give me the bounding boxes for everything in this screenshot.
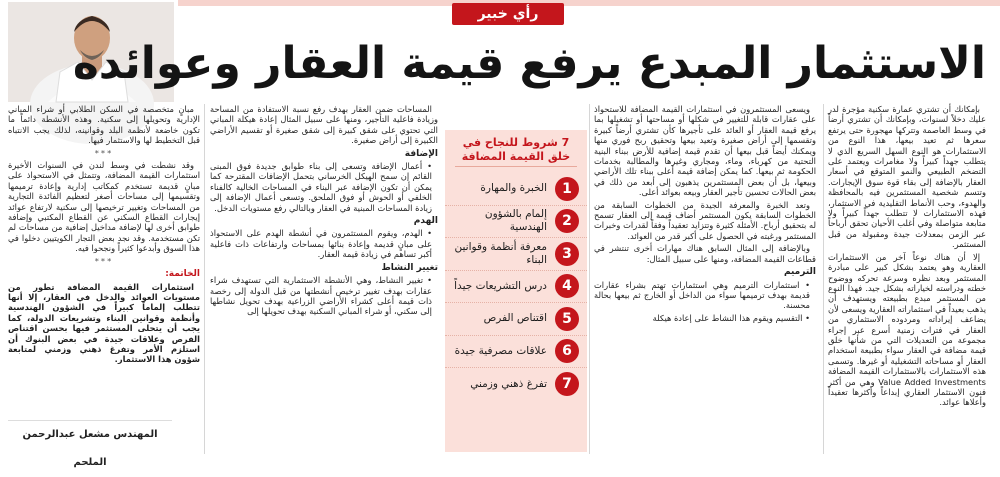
box-item-label: درس التشريعات جيداً (454, 279, 547, 292)
box-item (445, 238, 587, 271)
paragraph: وقد نشطت في وسط لندن في السنوات الأخيرة استثمارات القيمة المضافة، وتتمثل في الاستحواذ على مبانٍ قديمة تستخدم كمكاتب إدارية وإعادة ترميمها وتقسيمها إلى مساحات أصغر لتعظيم الفائدة التجارية من المساحات وتغيير ترخيصها إلى سكنية لارتفاع عوائد إيجارات القطاع السكني عن القطاع المكتبي وإضافة طوابق أخرى لها لإضافة مداخيل إضافية من مساحات لم تكن مستخدمة. وقد نجد بعض التجار الكويتيين دخلوا في هذا السوق وأبدعوا كثيراً ونجحوا فيه. (8, 160, 200, 254)
bullet-item: • استثمارات الترميم وهي استثمارات تهتم بشراء عقارات قديمة بهدف ترميمها سواء من الداخل أو الخارج ثم بيعها بحالة محسنة. (594, 279, 810, 311)
column-divider (204, 104, 205, 454)
paragraph: المساحات ضمن العقار بهدف رفع نسبة الاستفادة من المساحة وزيادة فاعلية التأجير، ومنها على سبيل المثال إعادة هيكلة المباني التي تحتوي على شقق كبيرة إلى شقق صغيرة أو تقسيم الأراضي الكبيرة إلى أراض صغيرة. (210, 104, 438, 146)
box-item-label: إلمام بالشؤون الهندسية (484, 208, 547, 234)
column-divider (823, 104, 824, 454)
conclusion-title: الخاتمة: (165, 269, 200, 280)
paragraph: وتعد الخبرة والمعرفة الجيدة من الخطوات السابقة من الخطوات السابقة يكون المستثمر أضاف قيمة إلى العقار تسمح له بتحقيق أرباح. الأمثلة كثيرة وتتزايد تعقيداً وفقاً لقدرات وخبرات المستثمر ورغبته في الحصول على أكبر قدر من العوائد. (594, 199, 816, 241)
bullet-item: • تغيير النشاط، وهي الأنشطة الاستثمارية التي تستهدف شراء عقارات بهدف تغيير ترخيص أنشطتها من قبل الدولة إلى رخصة ذات قيمة أعلى كشراء الأراضي الزراعية بهدف تحويل نشاطها إلى سكني، أو شراء المباني السكنية بهدف تحويلها إلى (210, 275, 432, 317)
box-item (445, 271, 587, 304)
subheading: تغيير النشاط (381, 262, 438, 273)
number-badge: 5 (555, 307, 579, 331)
article-column-3 (210, 104, 438, 454)
number-badge: 7 (555, 372, 579, 396)
separator-stars: *** (94, 147, 114, 158)
subheading: الهدم (413, 216, 438, 227)
number-badge: 3 (555, 242, 579, 266)
box-item-label: اقتناص الفرص (483, 312, 547, 325)
column-divider (589, 104, 590, 454)
box-item (445, 368, 587, 401)
paragraph: مبانٍ متخصصة في السكن الطلابي أو شراء المباني الإدارية وتحويلها إلى سكنية. وهذه الأنشطة دائماً ما تكون خاضعة لأنظمة البلد وقوانينه، لذلك يجب الانتباه قبل التخطيط لها والاستثمار فيها. (8, 104, 200, 146)
article-column-2 (594, 104, 816, 454)
paragraph: إلا أن هناك نوعاً آخر من الاستثمارات العقارية وهو يعتمد بشكل كبير على مبادرة المستثمر وبعد نظره وسرعة تحركه ووضوح خطته ودراسته لخياراته بشكل جيد. فهذا النوع من المستثمر مبدع بطبيعته ويستهدف أن يذهب بعيداً في استثماراته العقارية ويسعى لأن يضاعف إيراداته ومردوده الاستثماري من العقار في فترات زمنية أسرع عبر إجراء مجموعة من التعديلات التي من شأنها خلق قيمة مضافة في العقار سواء بطبيعة استخدام العقار أو مساحاته التشغيلية أو غيرها. وتسمى هذه الاستثمارات بالاستثمارات القيمة المضافة Value Added Investments وهي من أكثر فنون الاستثمار العقاري إبداعاً وأكثرها تعقيداً وأعلاها عوائد. (828, 251, 986, 408)
box-item (445, 303, 587, 336)
box-item (445, 206, 587, 239)
box-item (445, 173, 587, 206)
separator-stars: *** (94, 255, 114, 266)
paragraph: بإمكانك أن تشتري عمارة سكنية مؤجرة لدر عليك دخلاً لسنوات، وبإمكانك أن تشتري أرضاً في وسط العاصمة وتتركها مهجورة حتى يرتفع سعرها ثم تعيد بيعها، هذا النوع من الاستثمارات هو النوع السهل السريع الذي لا يتطلب جهداً كبيراً ولا مغامرات ويعتمد على التضخم الطبيعي والنمو المتوقع في أسعار العقار بالإضافة إلى بقاء قوة سوق الإيجارات. وتتسم شخصية المستثمرين فيه بالمحافظة والهدوء، وحب الأنماط التقليدية في الاستثمار، فهذه الاستثمارات لا تتطلب جهداً كبيراً ولا متابعة متواصلة وفي أغلب الأحيان تحقق أرباحاً عبر الزمن بمعدلات جيدة ومقبولة من قبل المستثمر. (828, 104, 986, 250)
section-tag: رأي خبير (452, 3, 564, 25)
number-badge: 4 (555, 274, 579, 298)
conclusion-text: استثمارات القيمة المضافة تطور من مستويات العوائد والدخل في العقار، إلا أنها تتطلب إلماماً كبيراً في الشؤون الهندسية وأنظمة وقوانين البناء وتشريعات الدولة، كما يجب أن يتحلى المستثمر فيها بحسن اقتناص الفرص وعلاقات جيدة في بعض البنوك أن استلزم الأمر وتفرغ ذهني وزمني لمتابعة شؤون هذا الاستثمار. (8, 281, 200, 365)
article-column-4 (8, 104, 200, 418)
box-item-label: تفرغ ذهني وزمني (470, 377, 547, 390)
article-column-1 (828, 104, 986, 454)
bullet-item: • أعمال الإضافة وتسعى إلى بناء طوابق جديدة فوق المبنى القائم إن سمح الهيكل الخرساني بتحمل الإضافات المقترحة كما يمكن أن تكون الإضافة عبر البناء في المساحات الخالية كالفناء الخلفي أو الحوش أو فوق الملحق. وتسعى أعمال الإضافة إلى زيادة المساحات المبنية في العقار وبالتالي رفع مستويات الدخل. (210, 161, 432, 213)
subheading: الإضافة (404, 148, 438, 159)
bullet-item: • الهدم، ويقوم المستثمرون في أنشطة الهدم على الاستحواذ على مبانٍ قديمة وإعادة بنائها بمساحات وارتفاعات ذات فاعلية أكبر تساهم في زيادة قيمة العقار. (210, 228, 432, 260)
box-item (445, 336, 587, 369)
number-badge: 2 (555, 209, 579, 233)
paragraph: وبالإضافة إلى المثال السابق هناك مهارات أخرى تنتشر في قطاعات القيمة المضافة، ومنها على سبيل المثال: (594, 243, 816, 264)
box-title: 7 شروط للنجاح في خلق القيمة المضافة (455, 134, 577, 167)
paragraph: ويسعى المستثمرون في استثمارات القيمة المضافة للاستحواذ على عقارات قابلة للتغيير في شكلها أو مساحتها أو تشغيلها بما يرفع قيمة العقار أو العائد على تأجيرها كأن تشتري أرضاً كبيرة وتقسمها إلى أراض صغيرة وتعيد بيعها وتحقيق ربح فوري منها ويمكنك أيضاً قبل بيعها أن تقدم قيمة إضافية للأرض ببناء البنية التحتية من كهرباء، وماء، ومجاري وغيرها والمطالبة بخدمات الحكومة ثم بيعها. كما يمكن إضافة قيمة أعلى ببناء تلك الأراضي وبيعها، بل أن بعض المستثمرين يذهبون إلى أبعد من ذلك في بعض الحالات تحسين تأجير العقار وبيعه بعوائد أعلى. (594, 104, 816, 198)
bullet-item: • التقسيم ويقوم هذا النشاط على إعادة هيكلة (652, 312, 810, 323)
number-badge: 6 (555, 339, 579, 363)
success-conditions-box (445, 130, 587, 452)
headline: الاستثمار المبدع يرفع قيمة العقار وعوائده (72, 38, 986, 89)
author-signature: المهندس مشعل عبدالرحمن الملحم (8, 420, 172, 450)
box-item-label: الخبرة والمهارة (480, 182, 547, 195)
header-band (178, 0, 1000, 6)
box-item-label: علاقات مصرفية جيدة (454, 344, 547, 357)
number-badge: 1 (555, 177, 579, 201)
subheading: الترميم (783, 267, 816, 278)
box-item-label: معرفة أنظمة وقوانين البناء (454, 240, 547, 266)
